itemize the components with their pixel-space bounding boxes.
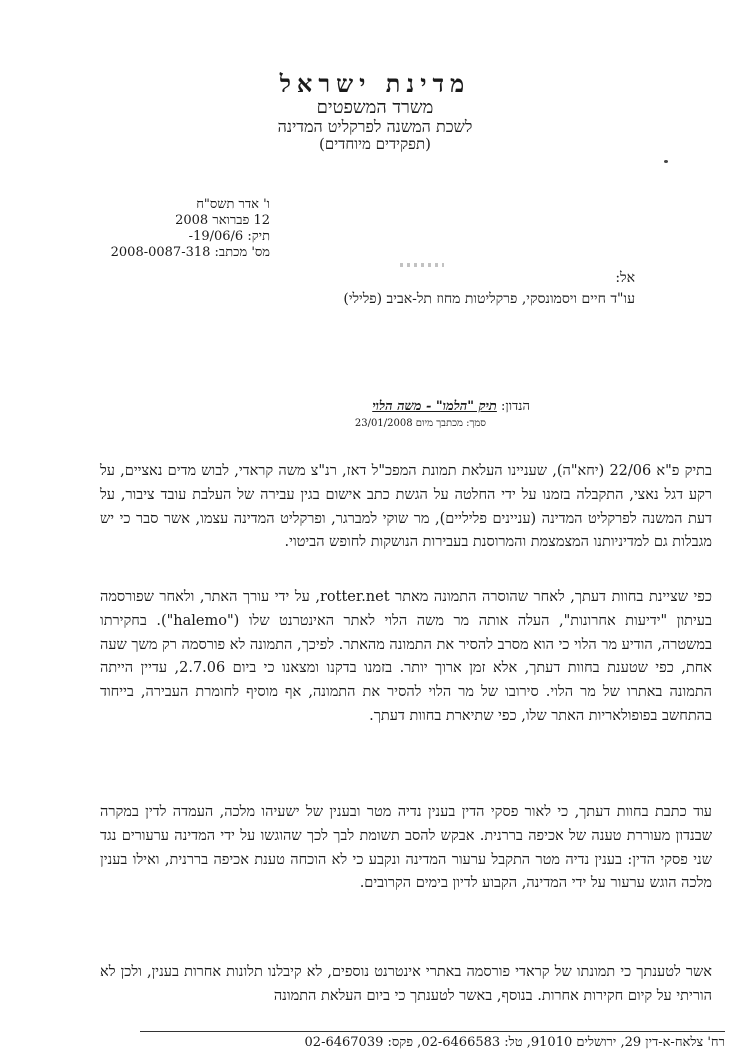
paragraph-3: עוד כתבת בחוות דעתך, כי לאור פסקי הדין בענין נדיה מטר ובענין של ישעיהו מלכה, העמדה לדין במקרה שבנדון מעוררת טענה של אכיפה בררנית. אבקש להסב תשומת לבך לכך שהוגשו על ידי המדינה ערעורים נגד שני פסקי הדין: בענין נדיה מטר התקבל ערעור המדינה ונקבע כי לא הוכחה טענת אכיפה בררנית, ואילו בענין מלכה הוגש ערעור על ידי המדינה, הקבוע לדיון בימים הקרובים.	[100, 804, 712, 892]
footer-address: רח' צלאח-א-דין 29, ירושלים 91010, טל: 02-6466583, פקס: 02-6467039	[304, 1035, 725, 1050]
department-name: (תפקידים מיוחדים)	[318, 135, 431, 153]
gregorian-date: 12 פברואר 2008	[175, 213, 270, 228]
to-name: עו"ד חיים ויסמונסקי, פרקליטות מחוז תל-אביב (פלילי)	[343, 291, 635, 307]
letter-number: מס' מכתב: 2008-0087-318	[110, 245, 270, 260]
file-number: תיק: 19/06/6-	[188, 229, 270, 244]
office-name: לשכת המשנה לפרקליט המדינה	[277, 117, 473, 136]
letter-meta	[111, 197, 270, 261]
letterhead	[0, 70, 750, 153]
to-label: אל:	[615, 270, 635, 286]
paragraph-4: אשר לטענתך כי תמונתו של קראדי פורסמה באתרי אינטרנט נוספים, לא קיבלנו תלונות אחרות בענין, ולכן לא הוריתי על קיום חקירות אחרות. בנוסף, באשר לטענתך כי ביום העלאת התמונה	[100, 964, 712, 1004]
paragraph-2: כפי שציינת בחוות דעתך, לאחר שהוסרה התמונה מאתר rotter.net, על ידי עורך האתר, ולאחר שפורסמה בעיתון "ידיעות אחרונות", העלה אותה מר משה הלוי לאתר האינטרנט שלו ("halemo"). בחקירתו במשטרה, הודיע מר הלוי כי הוא מסרב להסיר את התמונה מהאתר. לפיכך, התמונה לא פורסמה רק משך שעה אחת, כפי שטענת בחוות דעתך, אלא זמן ארוך יותר. בזמנו בדקנו ומצאנו כי ביום 2.7.06, עדיין הייתה התמונה באתרו של מר הלוי. סירובו של מר הלוי להסיר את התמונה, אף מוסיף לחומרת העבירה, בייחוד בהתחשב בפופולאריות האתר שלו, כפי שתיארת בחוות דעתך.	[100, 589, 712, 724]
subject-label: הנדון:	[501, 399, 530, 414]
scan-smudge	[400, 263, 444, 267]
recipient-block	[343, 268, 635, 310]
footer-divider	[140, 1031, 725, 1032]
stray-mark	[664, 160, 668, 163]
subject-title: תיק "הלמו" - משה הלוי	[372, 399, 497, 414]
hebrew-date: ו' אדר תשס"ח	[196, 197, 270, 212]
ministry-name: משרד המשפטים	[316, 97, 434, 118]
subject-reference: סמך: מכתבך מיום 23/01/2008	[354, 418, 486, 429]
subject-block	[355, 398, 530, 432]
paragraph-1: בתיק פ"א 22/06 (יחא"ה), שעניינו העלאת תמונת המפכ"ל דאז, רנ"צ משה קראדי, לבוש מדים נאציים, על רקע דגל נאצי, התקבלה בזמנו על ידי החלטה על הגשת כתב אישום בגין עבירה של העלבת עובד ציבור, על דעת המשנה לפרקליט המדינה (עניינים פליליים), מר שוקי למברגר, ופרקליט המדינה עצמו, אשר סבר כי יש מגבלות גם למדיניותנו המצמצמת והמרוסנת בעבירות הנושקות לחופש הביטוי.	[100, 463, 712, 551]
state-title: מדינת ישראל	[279, 69, 471, 98]
